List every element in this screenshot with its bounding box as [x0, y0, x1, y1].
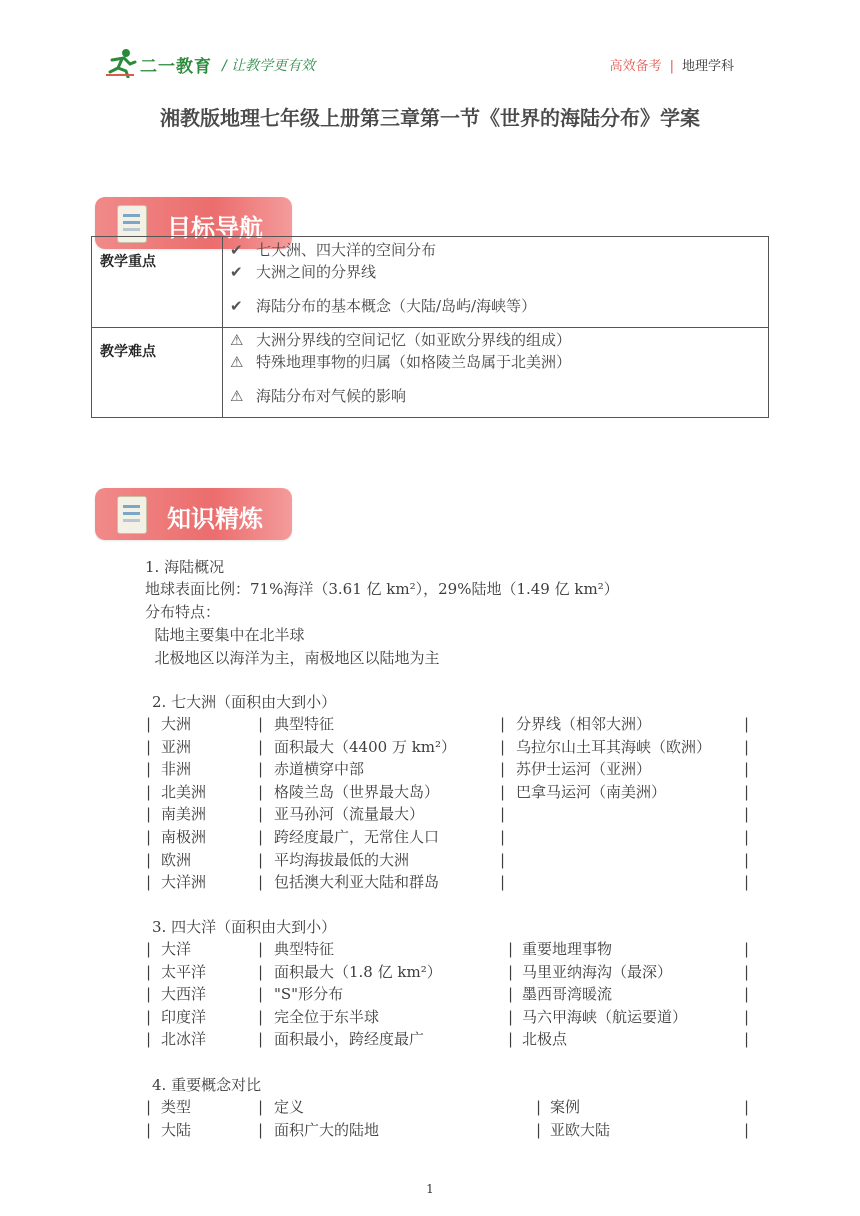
cell-separator: | — [508, 1007, 514, 1026]
table-cell: 北冰洋 — [161, 1030, 207, 1049]
cell-separator: | — [744, 985, 750, 1004]
text-line: 陆地主要集中在北半球 — [145, 626, 305, 644]
cell-separator: | — [500, 760, 506, 779]
table-cell: 赤道横穿中部 — [274, 760, 365, 779]
table-cell: 马六甲海峡（航运要道） — [522, 1007, 688, 1026]
cell-separator: | — [146, 760, 152, 779]
cell-separator: | — [500, 737, 506, 756]
table-cell: 典型特征 — [274, 715, 335, 733]
runner-icon — [104, 48, 138, 78]
table-cell: 分界线（相邻大洲） — [516, 715, 652, 733]
column-divider — [222, 237, 223, 327]
list-item — [230, 329, 571, 350]
table-cell: 亚欧大陆 — [550, 1120, 611, 1139]
cell-separator: | — [744, 1007, 750, 1026]
brand-logo — [104, 48, 214, 80]
text-line: 分布特点： — [145, 603, 221, 621]
table-cell: 包括澳大利亚大陆和群岛 — [274, 873, 440, 892]
cell-separator: | — [744, 962, 750, 981]
list-item — [230, 295, 536, 316]
list-item — [230, 351, 571, 372]
table-cell: 面积最小，跨经度最广 — [274, 1030, 425, 1049]
cell-separator: | — [536, 1120, 542, 1139]
goals-row-key-points — [92, 237, 768, 328]
table-cell: 完全位于东半球 — [274, 1007, 380, 1026]
table-cell: 乌拉尔山土耳其海峡（欧洲） — [516, 737, 712, 756]
cell-separator: | — [500, 873, 506, 892]
cell-separator: | — [744, 1120, 750, 1139]
goals-row-difficulties — [92, 327, 768, 417]
item-text: 特殊地理事物的归属（如格陵兰岛属于北美洲） — [256, 353, 572, 371]
table-cell: 南极洲 — [161, 828, 207, 846]
cell-separator: | — [258, 1120, 264, 1139]
table-cell: 巴拿马运河（南美洲） — [516, 782, 667, 801]
table-cell: 跨经度最广，无常住人口 — [274, 828, 440, 846]
cell-separator: | — [146, 1120, 152, 1139]
table-cell: 大陆 — [161, 1120, 192, 1139]
section-heading: 1. 海陆概况 — [145, 558, 225, 576]
header-right — [610, 55, 734, 74]
cell-separator: | — [146, 782, 152, 801]
table-cell: "S"形分布 — [274, 985, 344, 1004]
brand-name: 二一教育 — [140, 57, 212, 77]
cell-separator: | — [146, 1030, 152, 1049]
list-item — [230, 385, 406, 406]
check-icon: ✔ — [230, 263, 243, 281]
item-text: 海陆分布对气候的影响 — [256, 387, 407, 405]
header-separator: | — [669, 59, 674, 74]
table-cell: 马里亚纳海沟（最深） — [522, 962, 673, 981]
cell-separator: | — [744, 805, 750, 824]
banner-label: 知识精炼 — [167, 505, 263, 533]
table-cell: 墨西哥湾暖流 — [522, 985, 613, 1004]
list-item — [230, 261, 376, 282]
column-divider — [222, 327, 223, 417]
header-tag-exam: 高效备考 — [609, 59, 662, 74]
cell-separator: | — [146, 805, 152, 824]
cell-separator: | — [500, 715, 506, 733]
table-cell: 亚洲 — [161, 737, 192, 756]
table-cell: 亚马孙河（流量最大） — [274, 805, 425, 824]
warning-icon: ⚠ — [230, 353, 244, 371]
item-text: 海陆分布的基本概念（大陆/岛屿/海峡等） — [256, 297, 537, 315]
cell-separator: | — [258, 850, 264, 869]
header-tag-subject: 地理学科 — [681, 59, 734, 74]
table-cell: 面积广大的陆地 — [274, 1120, 380, 1139]
table-cell: 大西洋 — [161, 985, 207, 1004]
cell-separator: | — [146, 850, 152, 869]
cell-separator: | — [500, 782, 506, 801]
section-banner-knowledge — [95, 488, 292, 540]
cell-separator: | — [258, 940, 264, 958]
list-item — [230, 239, 436, 260]
cell-separator: | — [500, 828, 506, 846]
cell-separator: | — [258, 782, 264, 801]
cell-separator: | — [744, 850, 750, 869]
cell-separator: | — [146, 940, 152, 958]
cell-separator: | — [258, 715, 264, 733]
item-text: 大洲之间的分界线 — [256, 263, 377, 281]
cell-separator: | — [146, 828, 152, 846]
item-text: 七大洲、四大洋的空间分布 — [256, 241, 437, 259]
cell-separator: | — [500, 850, 506, 869]
section-heading: 4. 重要概念对比 — [152, 1076, 262, 1094]
cell-separator: | — [258, 985, 264, 1004]
cell-separator: | — [258, 760, 264, 779]
cell-separator: | — [500, 805, 506, 824]
cell-separator: | — [258, 805, 264, 824]
table-cell: 定义 — [274, 1098, 305, 1116]
table-cell: 平均海拔最低的大洲 — [274, 850, 410, 869]
cell-separator: | — [744, 737, 750, 756]
cell-separator: | — [258, 873, 264, 892]
table-cell: 大洲 — [161, 715, 192, 733]
section-heading: 2. 七大洲（面积由大到小） — [152, 693, 337, 711]
cell-separator: | — [258, 1030, 264, 1049]
cell-separator: | — [508, 985, 514, 1004]
cell-separator: | — [536, 1098, 542, 1116]
table-cell: 案例 — [550, 1098, 581, 1116]
table-cell: 大洋洲 — [161, 873, 207, 892]
cell-separator: | — [744, 760, 750, 779]
cell-separator: | — [146, 1098, 152, 1116]
cell-separator: | — [258, 1007, 264, 1026]
cell-separator: | — [744, 715, 750, 733]
cell-separator: | — [146, 737, 152, 756]
row-heading: 教学重点 — [100, 254, 156, 270]
table-cell: 面积最大（4400 万 km²） — [274, 737, 457, 756]
cell-separator: | — [258, 962, 264, 981]
slogan: / 让教学更有效 — [222, 58, 316, 74]
row-heading: 教学难点 — [100, 344, 156, 360]
section-heading: 3. 四大洋（面积由大到小） — [152, 918, 337, 936]
warning-icon: ⚠ — [230, 387, 244, 405]
cell-separator: | — [146, 873, 152, 892]
books-icon — [117, 496, 147, 534]
table-cell: 太平洋 — [161, 962, 207, 981]
cell-separator: | — [146, 715, 152, 733]
cell-separator: | — [258, 828, 264, 846]
goals-table — [91, 236, 769, 418]
table-cell: 北美洲 — [161, 782, 207, 801]
table-cell: 典型特征 — [274, 940, 335, 958]
text-line: 地球表面比例：71%海洋（3.61 亿 km²），29%陆地（1.49 亿 km²） — [145, 580, 619, 598]
cell-separator: | — [744, 940, 750, 958]
cell-separator: | — [744, 873, 750, 892]
cell-separator: | — [508, 1030, 514, 1049]
cell-separator: | — [146, 985, 152, 1004]
cell-separator: | — [744, 828, 750, 846]
cell-separator: | — [508, 940, 514, 958]
cell-separator: | — [744, 782, 750, 801]
table-cell: 大洋 — [161, 940, 192, 958]
page-number: 1 — [426, 1182, 434, 1196]
table-cell: 类型 — [161, 1098, 192, 1116]
cell-separator: | — [146, 962, 152, 981]
cell-separator: | — [146, 1007, 152, 1026]
check-icon: ✔ — [230, 297, 243, 315]
cell-separator: | — [258, 737, 264, 756]
table-cell: 重要地理事物 — [522, 940, 613, 958]
table-cell: 南美洲 — [161, 805, 207, 824]
warning-icon: ⚠ — [230, 331, 244, 349]
cell-separator: | — [744, 1098, 750, 1116]
cell-separator: | — [744, 1030, 750, 1049]
table-cell: 印度洋 — [161, 1007, 207, 1026]
table-cell: 北极点 — [522, 1030, 568, 1049]
table-cell: 欧洲 — [161, 850, 192, 869]
text-line: 北极地区以海洋为主，南极地区以陆地为主 — [145, 649, 440, 667]
table-cell: 苏伊士运河（亚洲） — [516, 760, 652, 779]
table-cell: 非洲 — [161, 760, 192, 779]
table-cell: 面积最大（1.8 亿 km²） — [274, 962, 442, 981]
page-title: 湘教版地理七年级上册第三章第一节《世界的海陆分布》学案 — [160, 106, 700, 130]
check-icon: ✔ — [230, 241, 243, 259]
cell-separator: | — [508, 962, 514, 981]
item-text: 大洲分界线的空间记忆（如亚欧分界线的组成） — [256, 331, 572, 349]
cell-separator: | — [258, 1098, 264, 1116]
banner-label: 目标导航 — [167, 214, 263, 242]
table-cell: 格陵兰岛（世界最大岛） — [274, 782, 440, 801]
